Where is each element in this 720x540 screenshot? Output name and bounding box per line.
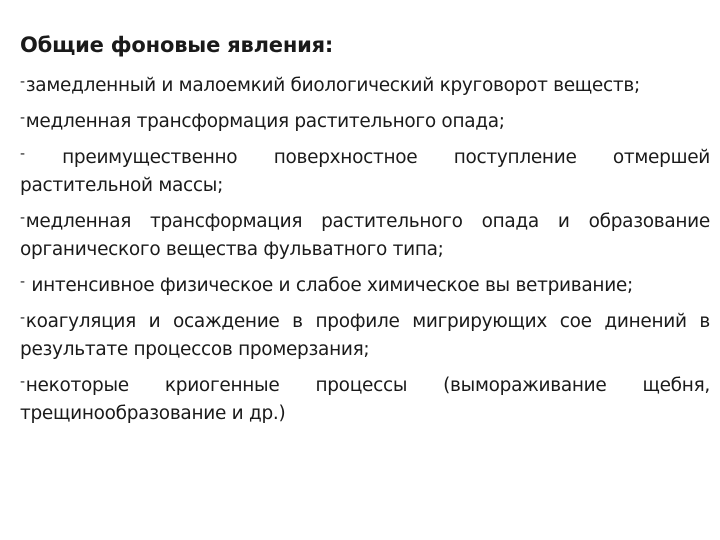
list-item-text: медленная трансформация растительного опада и образование органического вещества фульватного типа; (20, 211, 710, 260)
bullet-dash: - (20, 210, 25, 226)
list-item (20, 68, 710, 100)
bullet-dash: - (20, 374, 25, 390)
list-item-text: коагуляция и осаждение в профиле мигрирующих сое динений в результате процессов промерзания; (20, 311, 710, 360)
list-item-text: некоторые криогенные процессы (вымораживание щебня, трещинообразование и др.) (20, 375, 710, 424)
list-item (20, 304, 710, 364)
bullet-dash: - (20, 146, 25, 162)
list-item-text: медленная трансформация растительного опада; (25, 111, 505, 132)
list-item-text: интенсивное физическое и слабое химическое вы ветривание; (25, 275, 633, 296)
list-item (20, 268, 710, 300)
list-item-text: замедленный и малоемкий биологический круговорот веществ; (25, 75, 640, 96)
list-item-text: преимущественно поверхностное поступление отмершей растительной массы; (20, 147, 710, 196)
bullet-dash: - (20, 110, 25, 126)
slide-title: Общие фоновые явления: (20, 33, 334, 57)
list-item (20, 104, 710, 136)
slide-content (20, 30, 710, 432)
list-item (20, 204, 710, 264)
list-item (20, 140, 710, 200)
bullet-dash: - (20, 274, 25, 290)
list-item (20, 368, 710, 428)
bullet-dash: - (20, 310, 25, 326)
bullet-dash: - (20, 74, 25, 90)
